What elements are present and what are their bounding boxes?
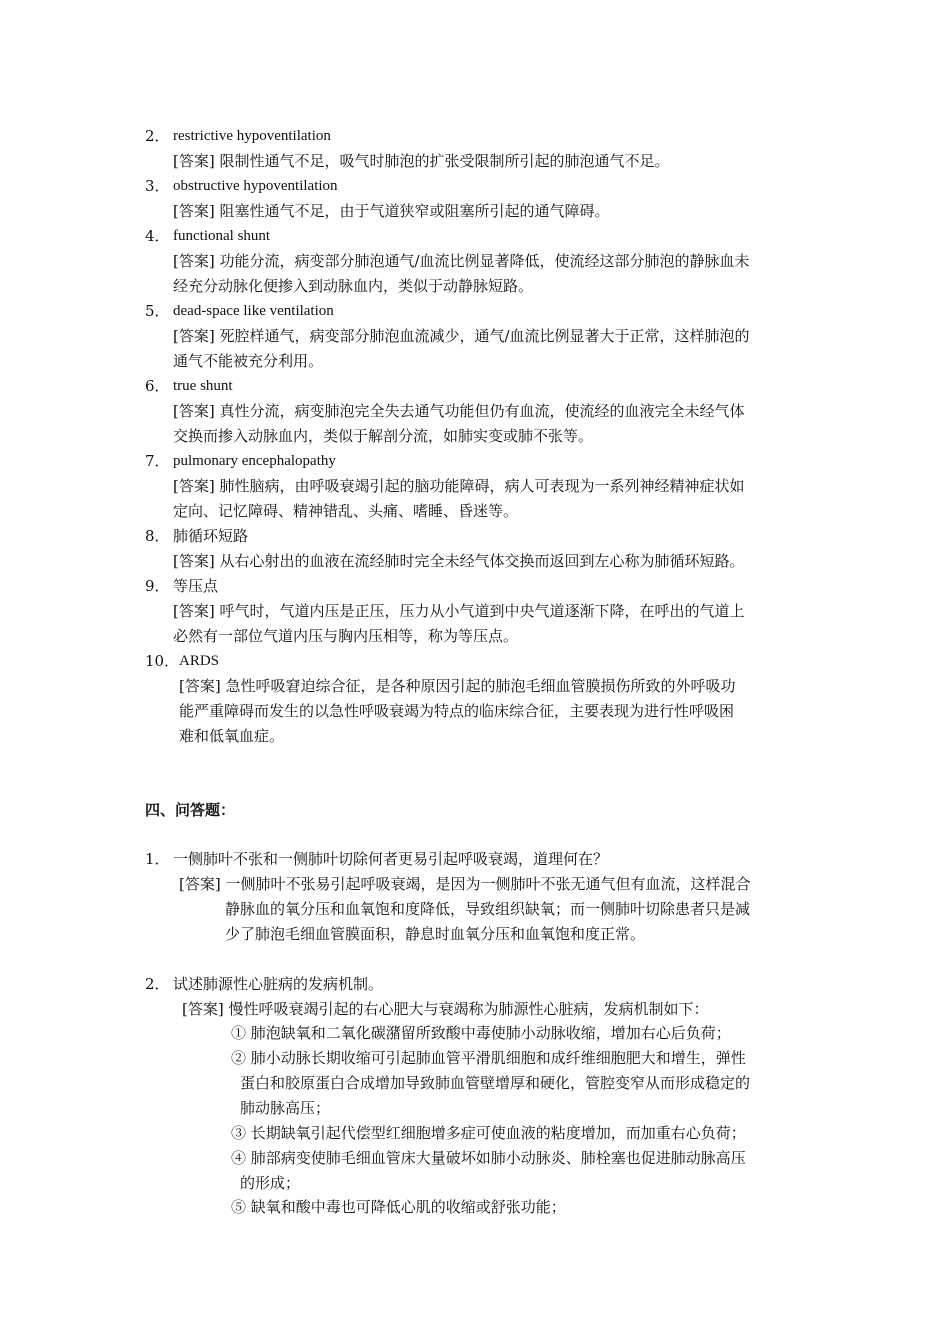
- question-number: 2．: [145, 975, 170, 993]
- term-title: 等压点: [173, 577, 219, 595]
- term-number: 7．: [145, 452, 170, 470]
- question-answer-line: [答案] 慢性呼吸衰竭引起的右心肥大与衰竭称为肺源性心脏病，发病机制如下：: [182, 1000, 709, 1018]
- term-number: 6．: [145, 377, 170, 395]
- question-answer-line: 少了肺泡毛细血管膜面积，静息时血氧分压和血氧饱和度正常。: [225, 925, 646, 943]
- mechanism-point: ④ 肺部病变使肺毛细血管床大量破坏如肺小动脉炎、肺栓塞也促进肺动脉高压: [231, 1149, 746, 1167]
- term-number: 3．: [145, 177, 170, 195]
- mechanism-point: ③ 长期缺氧引起代偿型红细胞增多症可使血液的粘度增加，而加重右心负荷；: [231, 1124, 746, 1142]
- term-title: dead-space like ventilation: [173, 303, 334, 319]
- term-title: obstructive hypoventilation: [173, 178, 338, 194]
- term-title: true shunt: [173, 378, 233, 394]
- term-answer-line: [答案] 真性分流，病变肺泡完全失去通气功能但仍有血流，使流经的血液完全未经气体: [173, 402, 745, 420]
- mechanism-point-continued: 肺动脉高压；: [240, 1099, 331, 1117]
- mechanism-point-continued: 蛋白和胶原蛋白合成增加导致肺血管壁增厚和硬化，管腔变窄从而形成稳定的: [240, 1074, 751, 1092]
- question-answer-line: 静脉血的氧分压和血氧饱和度降低，导致组织缺氧；而一侧肺叶切除患者只是减: [225, 900, 751, 918]
- term-answer-line: 通气不能被充分利用。: [173, 352, 324, 370]
- term-number: 4．: [145, 227, 170, 245]
- term-answer-line: 能严重障碍而发生的以急性呼吸衰竭为特点的临床综合征，主要表现为进行性呼吸困: [179, 702, 735, 720]
- term-number: 8．: [145, 527, 170, 545]
- term-answer-line: [答案] 限制性通气不足，吸气时肺泡的扩张受限制所引起的肺泡通气不足。: [173, 152, 670, 170]
- term-number: 5．: [145, 302, 170, 320]
- term-title: pulmonary encephalopathy: [173, 453, 336, 469]
- term-title: functional shunt: [173, 228, 271, 244]
- question-answer-line: [答案] 一侧肺叶不张易引起呼吸衰竭，是因为一侧肺叶不张无通气但有血流，这样混合: [179, 875, 751, 893]
- mechanism-point: ① 肺泡缺氧和二氧化碳潴留所致酸中毒使肺小动脉收缩，增加右心后负荷；: [231, 1024, 731, 1042]
- term-answer-line: [答案] 急性呼吸窘迫综合征，是各种原因引起的肺泡毛细血管膜损伤所致的外呼吸功: [179, 677, 736, 695]
- section-heading: 四、问答题：: [145, 801, 236, 819]
- term-answer-line: [答案] 功能分流，病变部分肺泡通气/血流比例显著降低，使流经这部分肺泡的静脉血未: [173, 252, 750, 270]
- mechanism-point: ⑤ 缺氧和酸中毒也可降低心肌的收缩或舒张功能；: [231, 1198, 566, 1216]
- term-title: ARDS: [179, 653, 220, 669]
- question-number: 1．: [145, 850, 170, 868]
- term-answer-line: 经充分动脉化便掺入到动脉血内，类似于动静脉短路。: [173, 277, 534, 295]
- question-text: 试述肺源性心脏病的发病机制。: [173, 975, 384, 993]
- term-title: restrictive hypoventilation: [173, 128, 331, 144]
- term-answer-line: 难和低氧血症。: [179, 727, 285, 745]
- term-answer-line: [答案] 肺性脑病，由呼吸衰竭引起的脑功能障碍，病人可表现为一系列神经精神症状如: [173, 477, 745, 495]
- term-number: 2．: [145, 127, 170, 145]
- mechanism-point: ② 肺小动脉长期收缩可引起肺血管平滑肌细胞和成纤维细胞肥大和增生，弹性: [231, 1049, 746, 1067]
- mechanism-point-continued: 的形成；: [240, 1174, 301, 1192]
- term-number: 10．: [145, 652, 180, 670]
- term-number: 9．: [145, 577, 170, 595]
- question-text: 一侧肺叶不张和一侧肺叶切除何者更易引起呼吸衰竭，道理何在？: [173, 850, 609, 868]
- term-answer-line: 交换而掺入动脉血内，类似于解剖分流，如肺实变或肺不张等。: [173, 427, 594, 445]
- term-answer-line: [答案] 死腔样通气，病变部分肺泡血流减少，通气/血流比例显著大于正常，这样肺泡的: [173, 327, 750, 345]
- term-answer-line: 定向、记忆障碍、精神错乱、头痛、嗜睡、昏迷等。: [173, 502, 519, 520]
- term-answer-line: 必然有一部位气道内压与胸内压相等，称为等压点。: [173, 627, 519, 645]
- term-answer-line: [答案] 从右心射出的血液在流经肺时完全未经气体交换而返回到左心称为肺循环短路。: [173, 552, 745, 570]
- term-answer-line: [答案] 呼气时，气道内压是正压，压力从小气道到中央气道逐渐下降，在呼出的气道上: [173, 602, 745, 620]
- term-answer-line: [答案] 阻塞性通气不足，由于气道狭窄或阻塞所引起的通气障碍。: [173, 202, 610, 220]
- term-title: 肺循环短路: [173, 527, 249, 545]
